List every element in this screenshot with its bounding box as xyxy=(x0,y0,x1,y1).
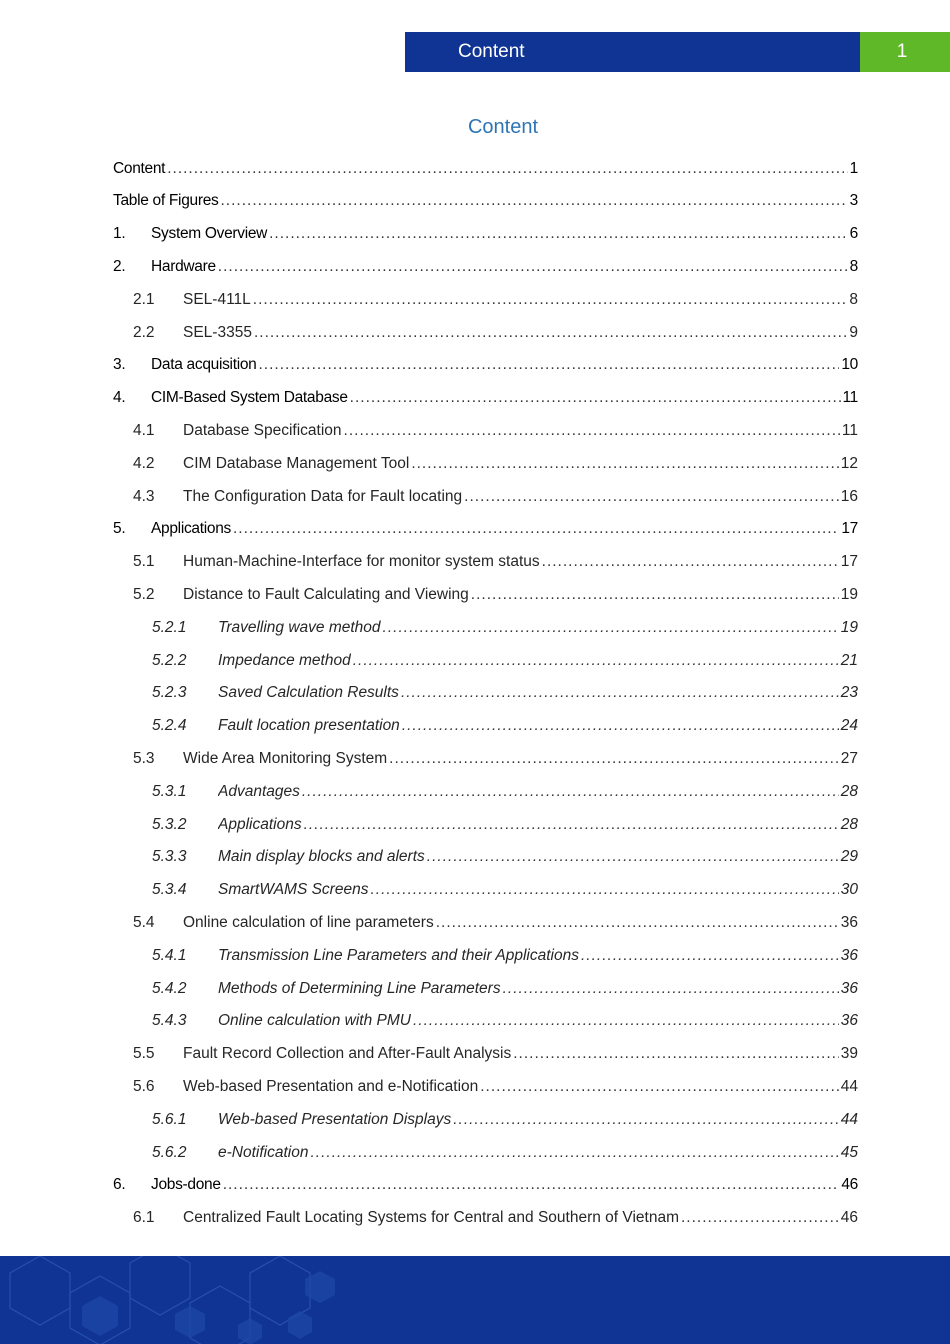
toc-entry-label[interactable]: e-Notification xyxy=(218,1143,309,1161)
toc-entry-number: 5.1 xyxy=(133,553,155,571)
toc-dot-leader xyxy=(370,881,838,899)
toc-entry[interactable] xyxy=(0,972,950,1005)
toc-dot-leader xyxy=(302,783,839,801)
toc-dot-leader xyxy=(218,258,848,276)
toc-entry-number: 5.6.1 xyxy=(152,1110,187,1128)
toc-entry-number: 2. xyxy=(113,257,126,275)
toc-entry-page: 46 xyxy=(841,1176,858,1194)
toc-entry-label[interactable]: SEL-411L xyxy=(183,290,251,308)
toc-entry-page: 9 xyxy=(849,323,858,341)
toc-entry-number: 1. xyxy=(113,225,126,243)
toc-entry-label[interactable]: Database Specification xyxy=(183,421,342,439)
toc-entry[interactable] xyxy=(0,447,950,480)
toc-entry-label[interactable]: Transmission Line Parameters and their Applications xyxy=(218,946,579,964)
toc-entry-page: 36 xyxy=(840,979,858,997)
toc-entry-page: 10 xyxy=(841,356,858,374)
toc-entry-label[interactable]: Advantages xyxy=(218,782,300,800)
toc-entry-line xyxy=(218,881,858,899)
toc-entry-label[interactable]: Methods of Determining Line Parameters xyxy=(218,979,501,997)
hexagon-pattern-decoration xyxy=(0,1256,950,1344)
toc-entry-number: 5.6 xyxy=(133,1077,155,1095)
toc-entry-label[interactable]: Fault location presentation xyxy=(218,717,400,735)
toc-entry-label[interactable]: Applications xyxy=(218,815,302,833)
toc-entry[interactable] xyxy=(0,414,950,447)
toc-entry-number: 5.2.1 xyxy=(152,618,187,636)
toc-dot-leader xyxy=(344,422,840,440)
toc-entry-label[interactable]: Jobs-done xyxy=(151,1176,221,1194)
toc-dot-leader xyxy=(480,1078,839,1096)
toc-entry-page: 19 xyxy=(840,618,858,636)
toc-entry-page: 17 xyxy=(841,520,858,538)
toc-entry-number: 4. xyxy=(113,389,126,407)
toc-entry-label[interactable]: System Overview xyxy=(151,225,268,243)
toc-entry-line xyxy=(183,291,858,309)
toc-entry[interactable] xyxy=(0,939,950,972)
toc-entry-page: 3 xyxy=(849,192,858,210)
toc-dot-leader xyxy=(383,619,839,637)
toc-entry-number: 5.2.3 xyxy=(152,684,187,702)
toc-entry-label[interactable]: Web-based Presentation Displays xyxy=(218,1110,452,1128)
toc-entry-page: 12 xyxy=(840,454,858,472)
toc-entry-number: 5.3.4 xyxy=(152,881,187,899)
toc-entry-label[interactable]: Distance to Fault Calculating and Viewing xyxy=(183,585,469,603)
toc-entry[interactable] xyxy=(0,775,950,808)
toc-entry[interactable] xyxy=(0,1005,950,1038)
toc-dot-leader xyxy=(471,586,839,604)
header-page-number: 1 xyxy=(896,41,908,62)
toc-entry[interactable] xyxy=(0,742,950,775)
toc-entry-page: 27 xyxy=(840,749,858,767)
toc-dot-leader xyxy=(401,684,839,702)
toc-dot-leader xyxy=(269,225,848,243)
toc-dot-leader xyxy=(259,356,840,374)
toc-entry[interactable] xyxy=(0,841,950,874)
toc-dot-leader xyxy=(253,291,848,309)
toc-entry-line xyxy=(183,422,858,440)
toc-entry[interactable] xyxy=(0,1103,950,1136)
toc-entry-label[interactable]: Travelling wave method xyxy=(218,618,381,636)
toc-entry-number: 5.2 xyxy=(133,585,155,603)
toc-entry-line xyxy=(151,258,858,276)
toc-entry-page: 8 xyxy=(849,290,858,308)
toc-entry-line xyxy=(183,455,858,473)
toc-entry-label[interactable]: Human-Machine-Interface for monitor system status xyxy=(183,553,540,571)
toc-entry-line xyxy=(218,1144,858,1162)
toc-entry[interactable] xyxy=(0,152,950,185)
toc-entry-page: 46 xyxy=(840,1209,858,1227)
toc-entry[interactable] xyxy=(0,578,950,611)
toc-entry-line xyxy=(218,816,858,834)
toc-dot-leader xyxy=(220,192,847,210)
toc-entry-label[interactable]: The Configuration Data for Fault locating xyxy=(183,487,463,505)
toc-entry-line xyxy=(183,553,858,571)
toc-entry-page: 28 xyxy=(840,782,858,800)
toc-entry-number: 5.4.1 xyxy=(152,946,187,964)
toc-entry[interactable] xyxy=(0,1070,950,1103)
toc-entry-label[interactable]: CIM-Based System Database xyxy=(151,389,348,407)
toc-entry-label[interactable]: Online calculation of line parameters xyxy=(183,913,434,931)
toc-entry-number: 5.2.2 xyxy=(152,651,187,669)
toc-entry[interactable] xyxy=(0,480,950,513)
header-section-title: Content xyxy=(458,41,525,62)
toc-entry-line xyxy=(151,356,858,374)
toc-dot-leader xyxy=(402,717,839,735)
toc-entry-line xyxy=(183,750,858,768)
toc-entry-line xyxy=(218,947,858,965)
header-section-tab xyxy=(405,32,860,72)
toc-entry-label[interactable]: Centralized Fault Locating Systems for Central and Southern of Vietnam xyxy=(183,1209,679,1227)
toc-entry-number: 5.3.2 xyxy=(152,815,187,833)
toc-dot-leader xyxy=(681,1209,839,1227)
toc-dot-leader xyxy=(464,488,839,506)
toc-entry-line xyxy=(183,1209,858,1227)
toc-entry-label[interactable]: Impedance method xyxy=(218,651,351,669)
toc-entry-number: 5.5 xyxy=(133,1045,155,1063)
toc-dot-leader xyxy=(233,520,839,538)
toc-dot-leader xyxy=(223,1176,840,1194)
toc-entry-number: 6.1 xyxy=(133,1209,155,1227)
toc-entry-label[interactable]: Main display blocks and alerts xyxy=(218,848,425,866)
toc-entry-line xyxy=(151,389,858,407)
toc-entry[interactable] xyxy=(0,316,950,349)
page-title: Content xyxy=(467,116,539,138)
toc-entry-page: 19 xyxy=(840,585,858,603)
toc-entry[interactable] xyxy=(0,1169,950,1202)
toc-entry-page: 45 xyxy=(840,1143,858,1161)
toc-entry[interactable] xyxy=(0,250,950,283)
toc-entry-line xyxy=(218,783,858,801)
toc-dot-leader xyxy=(453,1111,839,1129)
toc-entry[interactable] xyxy=(0,283,950,316)
toc-entry-line xyxy=(183,488,858,506)
toc-entry-line xyxy=(151,520,858,538)
toc-entry-line xyxy=(183,586,858,604)
toc-entry[interactable] xyxy=(0,349,950,382)
toc-entry-number: 5. xyxy=(113,520,126,538)
toc-entry-page: 36 xyxy=(840,1012,858,1030)
toc-entry[interactable] xyxy=(0,611,950,644)
toc-entry-page: 28 xyxy=(840,815,858,833)
header-page-badge xyxy=(860,32,950,72)
toc-entry-number: 4.2 xyxy=(133,454,155,472)
toc-entry-number: 4.1 xyxy=(133,421,155,439)
toc-entry-label[interactable]: CIM Database Management Tool xyxy=(183,454,410,472)
toc-entry-label[interactable]: Content xyxy=(113,159,166,177)
toc-entry-number: 2.1 xyxy=(133,290,155,308)
toc-entry-page: 23 xyxy=(840,684,858,702)
toc-entry-label[interactable]: Hardware xyxy=(151,257,216,275)
toc-dot-leader xyxy=(503,980,839,998)
toc-entry-number: 4.3 xyxy=(133,487,155,505)
toc-entry-page: 21 xyxy=(840,651,858,669)
toc-entry-label[interactable]: Online calculation with PMU xyxy=(218,1012,411,1030)
toc-dot-leader xyxy=(581,947,839,965)
toc-entry[interactable] xyxy=(0,1136,950,1169)
toc-entry-label[interactable]: SmartWAMS Screens xyxy=(218,881,369,899)
toc-entry-label[interactable]: Applications xyxy=(151,520,231,538)
toc-entry[interactable] xyxy=(0,513,950,546)
toc-entry-number: 6. xyxy=(113,1176,126,1194)
toc-entry[interactable] xyxy=(0,382,950,415)
toc-entry-page: 39 xyxy=(840,1045,858,1063)
toc-entry-number: 5.6.2 xyxy=(152,1143,187,1161)
toc-entry[interactable] xyxy=(0,677,950,710)
toc-dot-leader xyxy=(513,1045,839,1063)
toc-entry-label[interactable]: SEL-3355 xyxy=(183,323,252,341)
toc-entry-number: 2.2 xyxy=(133,323,155,341)
toc-entry-label[interactable]: Wide Area Monitoring System xyxy=(183,749,388,767)
toc-dot-leader xyxy=(389,750,839,768)
toc-dot-leader xyxy=(413,1012,839,1030)
toc-dot-leader xyxy=(310,1144,838,1162)
toc-entry-line xyxy=(218,717,858,735)
toc-entry-page: 44 xyxy=(840,1110,858,1128)
toc-entry-page: 17 xyxy=(840,553,858,571)
toc-dot-leader xyxy=(304,816,839,834)
toc-entry[interactable] xyxy=(0,546,950,579)
toc-entry-line xyxy=(218,619,858,637)
toc-entry[interactable] xyxy=(0,710,950,743)
toc-entry-line xyxy=(151,225,858,243)
toc-entry[interactable] xyxy=(0,644,950,677)
toc-entry[interactable] xyxy=(0,218,950,251)
toc-dot-leader xyxy=(167,160,847,178)
toc-entry-page: 24 xyxy=(840,717,858,735)
toc-entry-number: 5.2.4 xyxy=(152,717,187,735)
toc-entry-number: 5.3.1 xyxy=(152,782,187,800)
toc-entry-page: 6 xyxy=(849,225,858,243)
toc-entry-line xyxy=(218,848,858,866)
toc-entry-page: 36 xyxy=(840,946,858,964)
toc-entry-line xyxy=(113,160,858,178)
toc-entry-number: 5.4.3 xyxy=(152,1012,187,1030)
toc-entry[interactable] xyxy=(0,808,950,841)
toc-dot-leader xyxy=(427,848,839,866)
toc-entry-line xyxy=(218,684,858,702)
toc-entry-line xyxy=(218,652,858,670)
toc-entry-page: 36 xyxy=(840,913,858,931)
toc-dot-leader xyxy=(436,914,839,932)
toc-entry-label[interactable]: Data acquisition xyxy=(151,356,257,374)
toc-entry-label[interactable]: Web-based Presentation and e-Notification xyxy=(183,1077,479,1095)
toc-dot-leader xyxy=(350,389,841,407)
toc-dot-leader xyxy=(353,652,839,670)
toc-entry-number: 3. xyxy=(113,356,126,374)
toc-entry[interactable] xyxy=(0,1038,950,1071)
toc-entry-page: 44 xyxy=(840,1077,858,1095)
toc-entry-line xyxy=(113,192,858,210)
toc-entry-line xyxy=(218,980,858,998)
toc-entry-label[interactable]: Table of Figures xyxy=(113,192,219,210)
footer-band xyxy=(0,1256,950,1344)
toc-entry-line xyxy=(183,1045,858,1063)
toc-entry-page: 30 xyxy=(840,881,858,899)
toc-entry-page: 16 xyxy=(840,487,858,505)
toc-entry-line xyxy=(218,1111,858,1129)
toc-entry-page: 29 xyxy=(840,848,858,866)
toc-entry-line xyxy=(218,1012,858,1030)
toc-entry-page: 8 xyxy=(849,257,858,275)
toc-dot-leader xyxy=(411,455,838,473)
toc-entry-page: 1 xyxy=(849,159,858,177)
toc-entry[interactable] xyxy=(0,185,950,218)
toc-entry-number: 5.3.3 xyxy=(152,848,187,866)
toc-entry-page: 11 xyxy=(841,421,858,439)
toc-entry-line xyxy=(151,1176,858,1194)
toc-entry-line xyxy=(183,324,858,342)
toc-entry[interactable] xyxy=(0,1202,950,1235)
toc-entry-label[interactable]: Saved Calculation Results xyxy=(218,684,399,702)
toc-dot-leader xyxy=(254,324,847,342)
toc-entry-number: 5.4.2 xyxy=(152,979,187,997)
toc-dot-leader xyxy=(542,553,839,571)
toc-entry[interactable] xyxy=(0,874,950,907)
toc-entry-number: 5.4 xyxy=(133,913,155,931)
toc-entry-line xyxy=(183,1078,858,1096)
toc-entry-number: 5.3 xyxy=(133,749,155,767)
toc-entry[interactable] xyxy=(0,906,950,939)
toc-entry-line xyxy=(183,914,858,932)
toc-entry-label[interactable]: Fault Record Collection and After-Fault Analysis xyxy=(183,1045,512,1063)
toc-entry-page: 11 xyxy=(842,389,858,407)
